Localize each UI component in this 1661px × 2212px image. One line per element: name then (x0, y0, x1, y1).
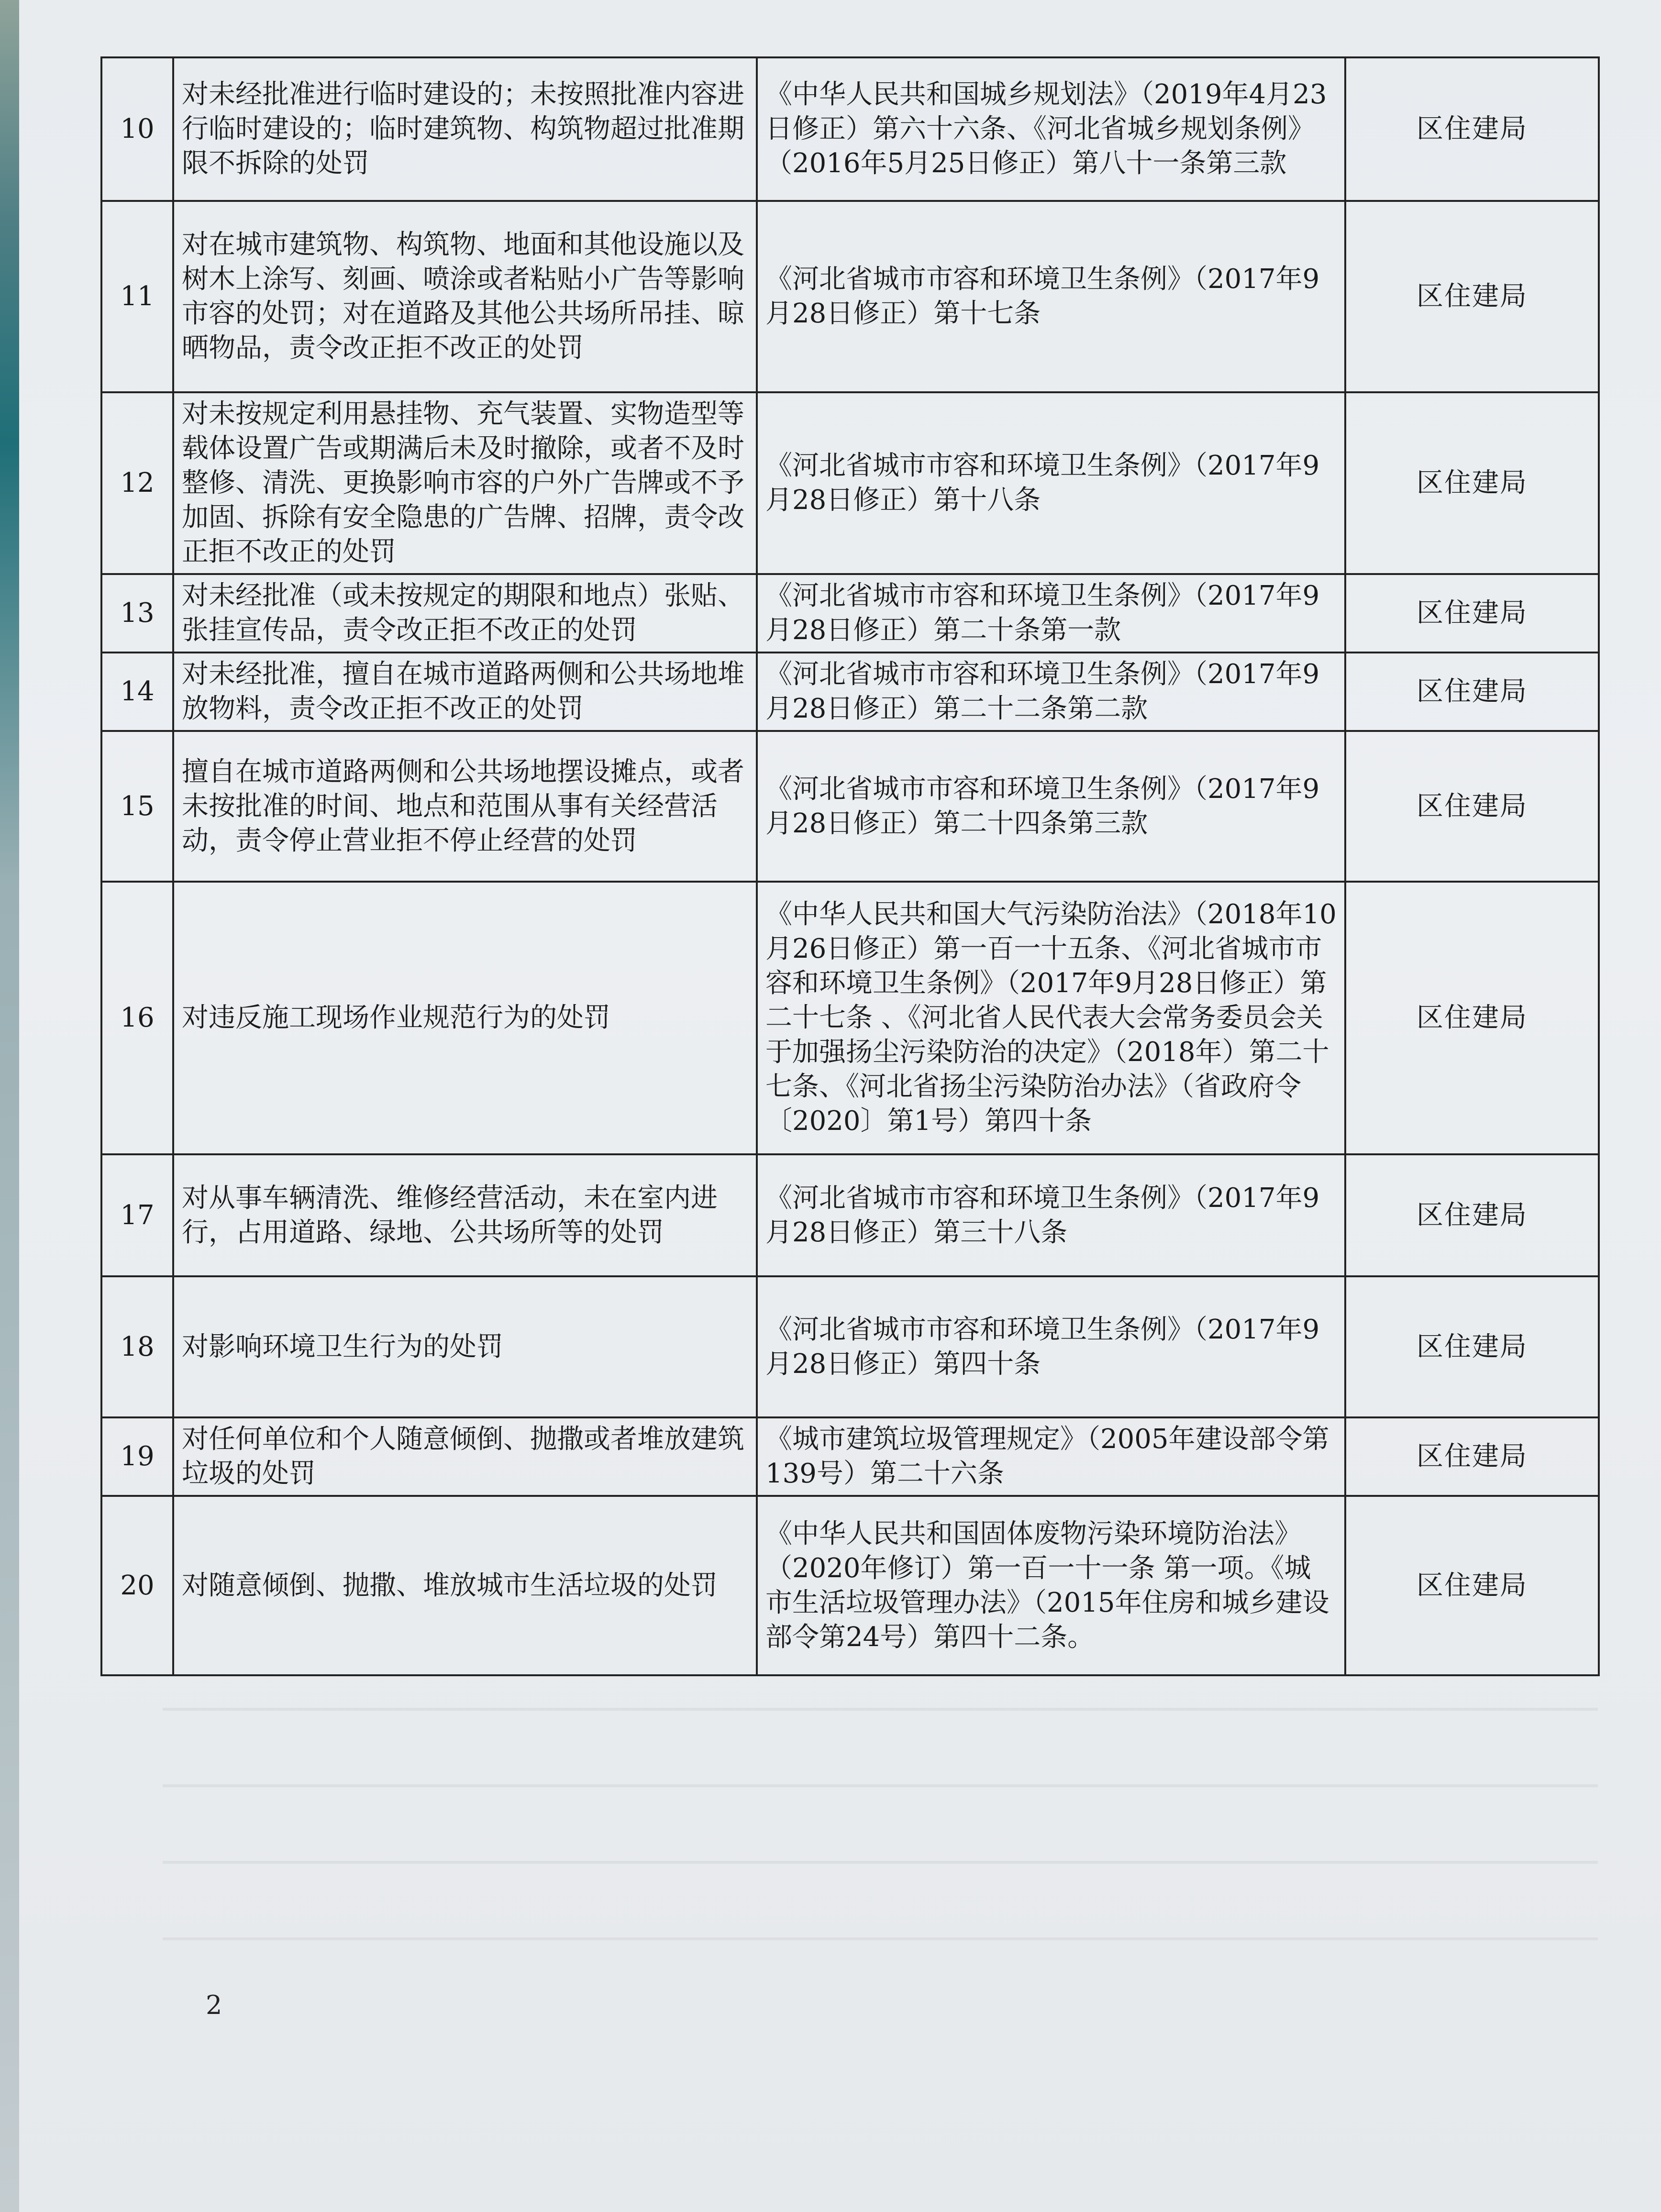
table-row (101, 201, 1599, 392)
table-row (101, 1154, 1599, 1276)
table-row (101, 653, 1599, 731)
legal-basis: 《河北省城市市容和环境卫生条例》（2017年9月28日修正）第三十八条 (757, 1154, 1345, 1276)
legal-basis: 《河北省城市市容和环境卫生条例》（2017年9月28日修正）第十七条 (757, 201, 1345, 392)
department: 区住建局 (1345, 653, 1599, 731)
penalty-item: 对未按规定利用悬挂物、充气装置、实物造型等载体设置广告或期满后未及时撤除，或者不及时整修、清洗、更换影响市容的户外广告牌或不予加固、拆除有安全隐患的广告牌、招牌，责令改正拒不改正的处罚 (173, 392, 757, 574)
legal-basis: 《中华人民共和国固体废物污染环境防治法》（2020年修订）第一百一十一条 第一项。《城市生活垃圾管理办法》（2015年住房和城乡建设部令第24号）第四十二条。 (757, 1496, 1345, 1675)
row-number: 19 (101, 1417, 173, 1496)
penalty-items-table (100, 56, 1600, 1676)
page-number: 2 (206, 1990, 222, 2020)
penalty-item: 对影响环境卫生行为的处罚 (173, 1276, 757, 1417)
row-number: 17 (101, 1154, 173, 1276)
legal-basis: 《河北省城市市容和环境卫生条例》（2017年9月28日修正）第二十四条第三款 (757, 731, 1345, 882)
row-number: 18 (101, 1276, 173, 1417)
penalty-item: 对任何单位和个人随意倾倒、抛撒或者堆放建筑垃圾的处罚 (173, 1417, 757, 1496)
legal-basis: 《中华人民共和国大气污染防治法》（2018年10月26日修正）第一百一十五条、《河北省城市市容和环境卫生条例》（2017年9月28日修正）第二十七条 、《河北省人民代表大会常务委员会关于加强扬尘污染防治的决定》（2018年）第二十七条、《河北省扬尘污染防治办法》（省政府令〔2020〕第1号）第四十条 (757, 882, 1345, 1154)
penalty-item: 对未经批准，擅自在城市道路两侧和公共场地堆放物料，责令改正拒不改正的处罚 (173, 653, 757, 731)
table-row (101, 731, 1599, 882)
penalty-item: 对未经批准（或未按规定的期限和地点）张贴、张挂宣传品，责令改正拒不改正的处罚 (173, 574, 757, 653)
department: 区住建局 (1345, 1154, 1599, 1276)
show-through-text (163, 1665, 1598, 1980)
penalty-item: 对违反施工现场作业规范行为的处罚 (173, 882, 757, 1154)
department: 区住建局 (1345, 1417, 1599, 1496)
row-number: 12 (101, 392, 173, 574)
penalty-item: 对未经批准进行临时建设的；未按照批准内容进行临时建设的；临时建筑物、构筑物超过批准期限不拆除的处罚 (173, 57, 757, 201)
penalty-item: 对随意倾倒、抛撒、堆放城市生活垃圾的处罚 (173, 1496, 757, 1675)
row-number: 10 (101, 57, 173, 201)
legal-basis: 《城市建筑垃圾管理规定》（2005年建设部令第139号）第二十六条 (757, 1417, 1345, 1496)
department: 区住建局 (1345, 574, 1599, 653)
department: 区住建局 (1345, 57, 1599, 201)
legal-basis: 《河北省城市市容和环境卫生条例》（2017年9月28日修正）第十八条 (757, 392, 1345, 574)
department: 区住建局 (1345, 1496, 1599, 1675)
department: 区住建局 (1345, 882, 1599, 1154)
penalty-item: 对从事车辆清洗、维修经营活动，未在室内进行，占用道路、绿地、公共场所等的处罚 (173, 1154, 757, 1276)
table-row (101, 1417, 1599, 1496)
row-number: 16 (101, 882, 173, 1154)
row-number: 11 (101, 201, 173, 392)
penalty-item: 对在城市建筑物、构筑物、地面和其他设施以及树木上涂写、刻画、喷涂或者粘贴小广告等影响市容的处罚；对在道路及其他公共场所吊挂、晾晒物品，责令改正拒不改正的处罚 (173, 201, 757, 392)
department: 区住建局 (1345, 392, 1599, 574)
penalty-item: 擅自在城市道路两侧和公共场地摆设摊点，或者未按批准的时间、地点和范围从事有关经营活动，责令停止营业拒不停止经营的处罚 (173, 731, 757, 882)
row-number: 14 (101, 653, 173, 731)
department: 区住建局 (1345, 731, 1599, 882)
table-row (101, 1496, 1599, 1675)
legal-basis: 《河北省城市市容和环境卫生条例》（2017年9月28日修正）第二十条第一款 (757, 574, 1345, 653)
table-row (101, 882, 1599, 1154)
legal-basis: 《中华人民共和国城乡规划法》（2019年4月23日修正）第六十六条、《河北省城乡规划条例》（2016年5月25日修正）第八十一条第三款 (757, 57, 1345, 201)
row-number: 13 (101, 574, 173, 653)
table-row (101, 574, 1599, 653)
legal-basis: 《河北省城市市容和环境卫生条例》（2017年9月28日修正）第二十二条第二款 (757, 653, 1345, 731)
table-row (101, 57, 1599, 201)
legal-basis: 《河北省城市市容和环境卫生条例》（2017年9月28日修正）第四十条 (757, 1276, 1345, 1417)
row-number: 15 (101, 731, 173, 882)
binder-edge (0, 0, 19, 2212)
row-number: 20 (101, 1496, 173, 1675)
department: 区住建局 (1345, 201, 1599, 392)
table-row (101, 392, 1599, 574)
table-row (101, 1276, 1599, 1417)
department: 区住建局 (1345, 1276, 1599, 1417)
